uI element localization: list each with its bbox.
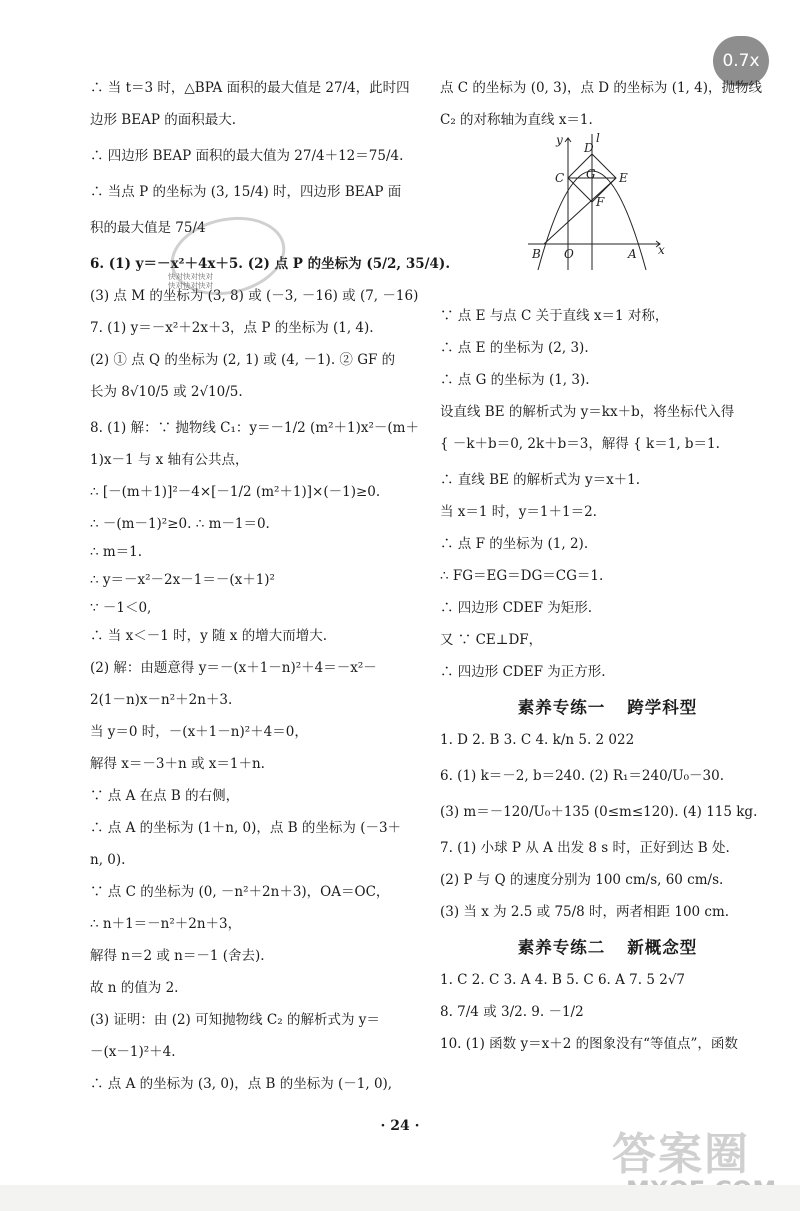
- text-line: 解得 x＝－3＋n 或 x＝1＋n.: [90, 756, 265, 772]
- text-line: ∵ 点 E 与点 C 关于直线 x＝1 对称，: [440, 308, 669, 324]
- stamp-text-line: 快对快对快对: [168, 281, 213, 290]
- text-line: 又 ∵ CE⊥DF，: [440, 632, 543, 648]
- text-line: (3) 证明：由 (2) 可知抛物线 C₂ 的解析式为 y＝: [90, 1012, 380, 1028]
- section-title-part: 跨学科型: [627, 698, 698, 717]
- text-line: 2(1－n)x－n²＋2n＋3.: [90, 692, 233, 708]
- text-line: 点 C 的坐标为 (0, 3)，点 D 的坐标为 (1, 4)，抛物线: [440, 80, 762, 96]
- text-line: ∵ 点 C 的坐标为 (0, －n²＋2n＋3)，OA＝OC，: [90, 884, 390, 900]
- text-line: (3) 点 M 的坐标为 (3, 8) 或 (－3, －16) 或 (7, －16): [90, 288, 419, 304]
- bottom-strip: [0, 1185, 800, 1211]
- text-line: n, 0).: [90, 852, 126, 868]
- text-line: ∴ [－(m＋1)]²－4×[－1/2 (m²＋1)]×(－1)≥0.: [90, 484, 381, 500]
- label-g: G: [586, 167, 596, 181]
- text-line: (3) m＝－120/U₀＋135 (0≤m≤120). (4) 115 kg.: [440, 804, 758, 820]
- text-line: ∴ 当 x＜－1 时，y 随 x 的增大而增大.: [90, 628, 327, 644]
- text-line: (2) ① 点 Q 的坐标为 (2, 1) 或 (4, －1). ② GF 的: [90, 352, 396, 368]
- text-line: ∴ 四边形 BEAP 面积的最大值为 27/4＋12＝75/4.: [90, 148, 404, 164]
- section-title-1: [440, 694, 775, 718]
- text-line: (3) 当 x 为 2.5 或 75/8 时，两者相距 100 cm.: [440, 904, 730, 920]
- stamp-text: [168, 272, 213, 290]
- text-line: 1)x－1 与 x 轴有公共点，: [90, 452, 249, 468]
- text-line: 1. D 2. B 3. C 4. k/n 5. 2 022: [440, 732, 635, 748]
- label-x: x: [658, 243, 665, 257]
- text-line: ∴ n＋1＝－n²＋2n＋3，: [90, 916, 242, 932]
- watermark-brand: 答案圈: [612, 1129, 750, 1180]
- section-title-2: [440, 934, 775, 958]
- label-a: A: [628, 247, 637, 261]
- text-line: C₂ 的对称轴为直线 x＝1.: [440, 112, 593, 128]
- label-e: E: [619, 171, 628, 185]
- text-line: ∴ 点 F 的坐标为 (1, 2).: [440, 536, 589, 552]
- text-line: ∴ －(m－1)²≥0. ∴ m－1＝0.: [90, 516, 270, 532]
- text-line: 长为 8√10/5 或 2√10/5.: [90, 384, 243, 400]
- text-line: 7. (1) 小球 P 从 A 出发 8 s 时，正好到达 B 处.: [440, 840, 730, 856]
- text-line: 解得 n＝2 或 n＝－1 (舍去).: [90, 948, 265, 964]
- parabola-diagram: [528, 132, 668, 272]
- stamp-text-line: 快对快对快对: [168, 272, 213, 281]
- section-title-part: 素养专练一: [517, 698, 606, 717]
- text-line: 10. (1) 函数 y＝x＋2 的图象没有“等值点”，函数: [440, 1036, 738, 1052]
- label-c: C: [555, 171, 565, 185]
- text-line: 8. 7/4 或 3/2. 9. －1/2: [440, 1004, 584, 1020]
- text-line: 6. (1) k＝－2, b＝240. (2) R₁＝240/U₀－30.: [440, 768, 724, 784]
- text-line: ∴ 当 t＝3 时，△BPA 面积的最大值是 27/4，此时四: [90, 80, 410, 96]
- text-line: ∴ 四边形 CDEF 为矩形.: [440, 600, 593, 616]
- text-line: 1. C 2. C 3. A 4. B 5. C 6. A 7. 5 2√7: [440, 972, 686, 988]
- text-line: ∴ 直线 BE 的解析式为 y＝x＋1.: [440, 472, 641, 488]
- label-d: D: [584, 141, 594, 155]
- text-line: －(x－1)²＋4.: [90, 1044, 176, 1060]
- text-line: ∴ 点 A 的坐标为 (1＋n, 0)，点 B 的坐标为 (－3＋: [90, 820, 402, 836]
- text-line: ∴ 四边形 CDEF 为正方形.: [440, 664, 606, 680]
- answer-item-7: 7. (1) y＝－x²＋2x＋3，点 P 的坐标为 (1, 4).: [90, 320, 374, 336]
- equation-system: { －k＋b＝0, 2k＋b＝3，解得 { k＝1, b＝1.: [440, 436, 720, 452]
- text-line: 故 n 的值为 2.: [90, 980, 179, 996]
- text-line: ∴ m＝1.: [90, 544, 143, 560]
- label-l: l: [596, 132, 600, 145]
- answer-item-6: 6. (1) y＝－x²＋4x＋5. (2) 点 P 的坐标为 (5/2, 35/4).: [90, 256, 451, 272]
- text-line: ∴ FG＝EG＝DG＝CG＝1.: [440, 568, 604, 584]
- text-line: 当 y＝0 时，－(x＋1－n)²＋4＝0，: [90, 724, 308, 740]
- text-line: ∴ 点 E 的坐标为 (2, 3).: [440, 340, 589, 356]
- text-line: 积的最大值是 75/4: [90, 220, 206, 236]
- text-line: ∴ 当点 P 的坐标为 (3, 15/4) 时，四边形 BEAP 面: [90, 184, 402, 200]
- text-line: ∵ －1＜0,: [90, 600, 152, 616]
- answer-item-8: 8. (1) 解：∵ 抛物线 C₁：y＝－1/2 (m²＋1)x²－(m＋: [90, 420, 419, 436]
- text-line: ∴ 点 G 的坐标为 (1, 3).: [440, 372, 590, 388]
- text-line: 边形 BEAP 的面积最大.: [90, 112, 236, 128]
- page-number: · 24 ·: [380, 1118, 420, 1134]
- text-line: ∴ 点 A 的坐标为 (3, 0)，点 B 的坐标为 (－1, 0),: [90, 1076, 393, 1092]
- section-title-part: 新概念型: [627, 938, 698, 957]
- text-line: ∴ y＝－x²－2x－1＝－(x＋1)²: [90, 572, 275, 588]
- text-line: (2) 解：由题意得 y＝－(x＋1－n)²＋4＝－x²－: [90, 660, 377, 676]
- section-title-part: 素养专练二: [517, 938, 606, 957]
- text-line: 设直线 BE 的解析式为 y＝kx＋b，将坐标代入得: [440, 404, 735, 420]
- text-line: ∵ 点 A 在点 B 的右侧，: [90, 788, 240, 804]
- text-line: (2) P 与 Q 的速度分别为 100 cm/s, 60 cm/s.: [440, 872, 724, 888]
- text-line: 当 x＝1 时，y＝1＋1＝2.: [440, 504, 597, 520]
- label-o: O: [564, 247, 574, 261]
- playback-speed-badge[interactable]: 0.7x: [713, 36, 769, 86]
- label-y: y: [556, 133, 563, 147]
- label-f: F: [596, 195, 605, 209]
- label-b: B: [532, 247, 541, 261]
- line-be: [544, 178, 616, 244]
